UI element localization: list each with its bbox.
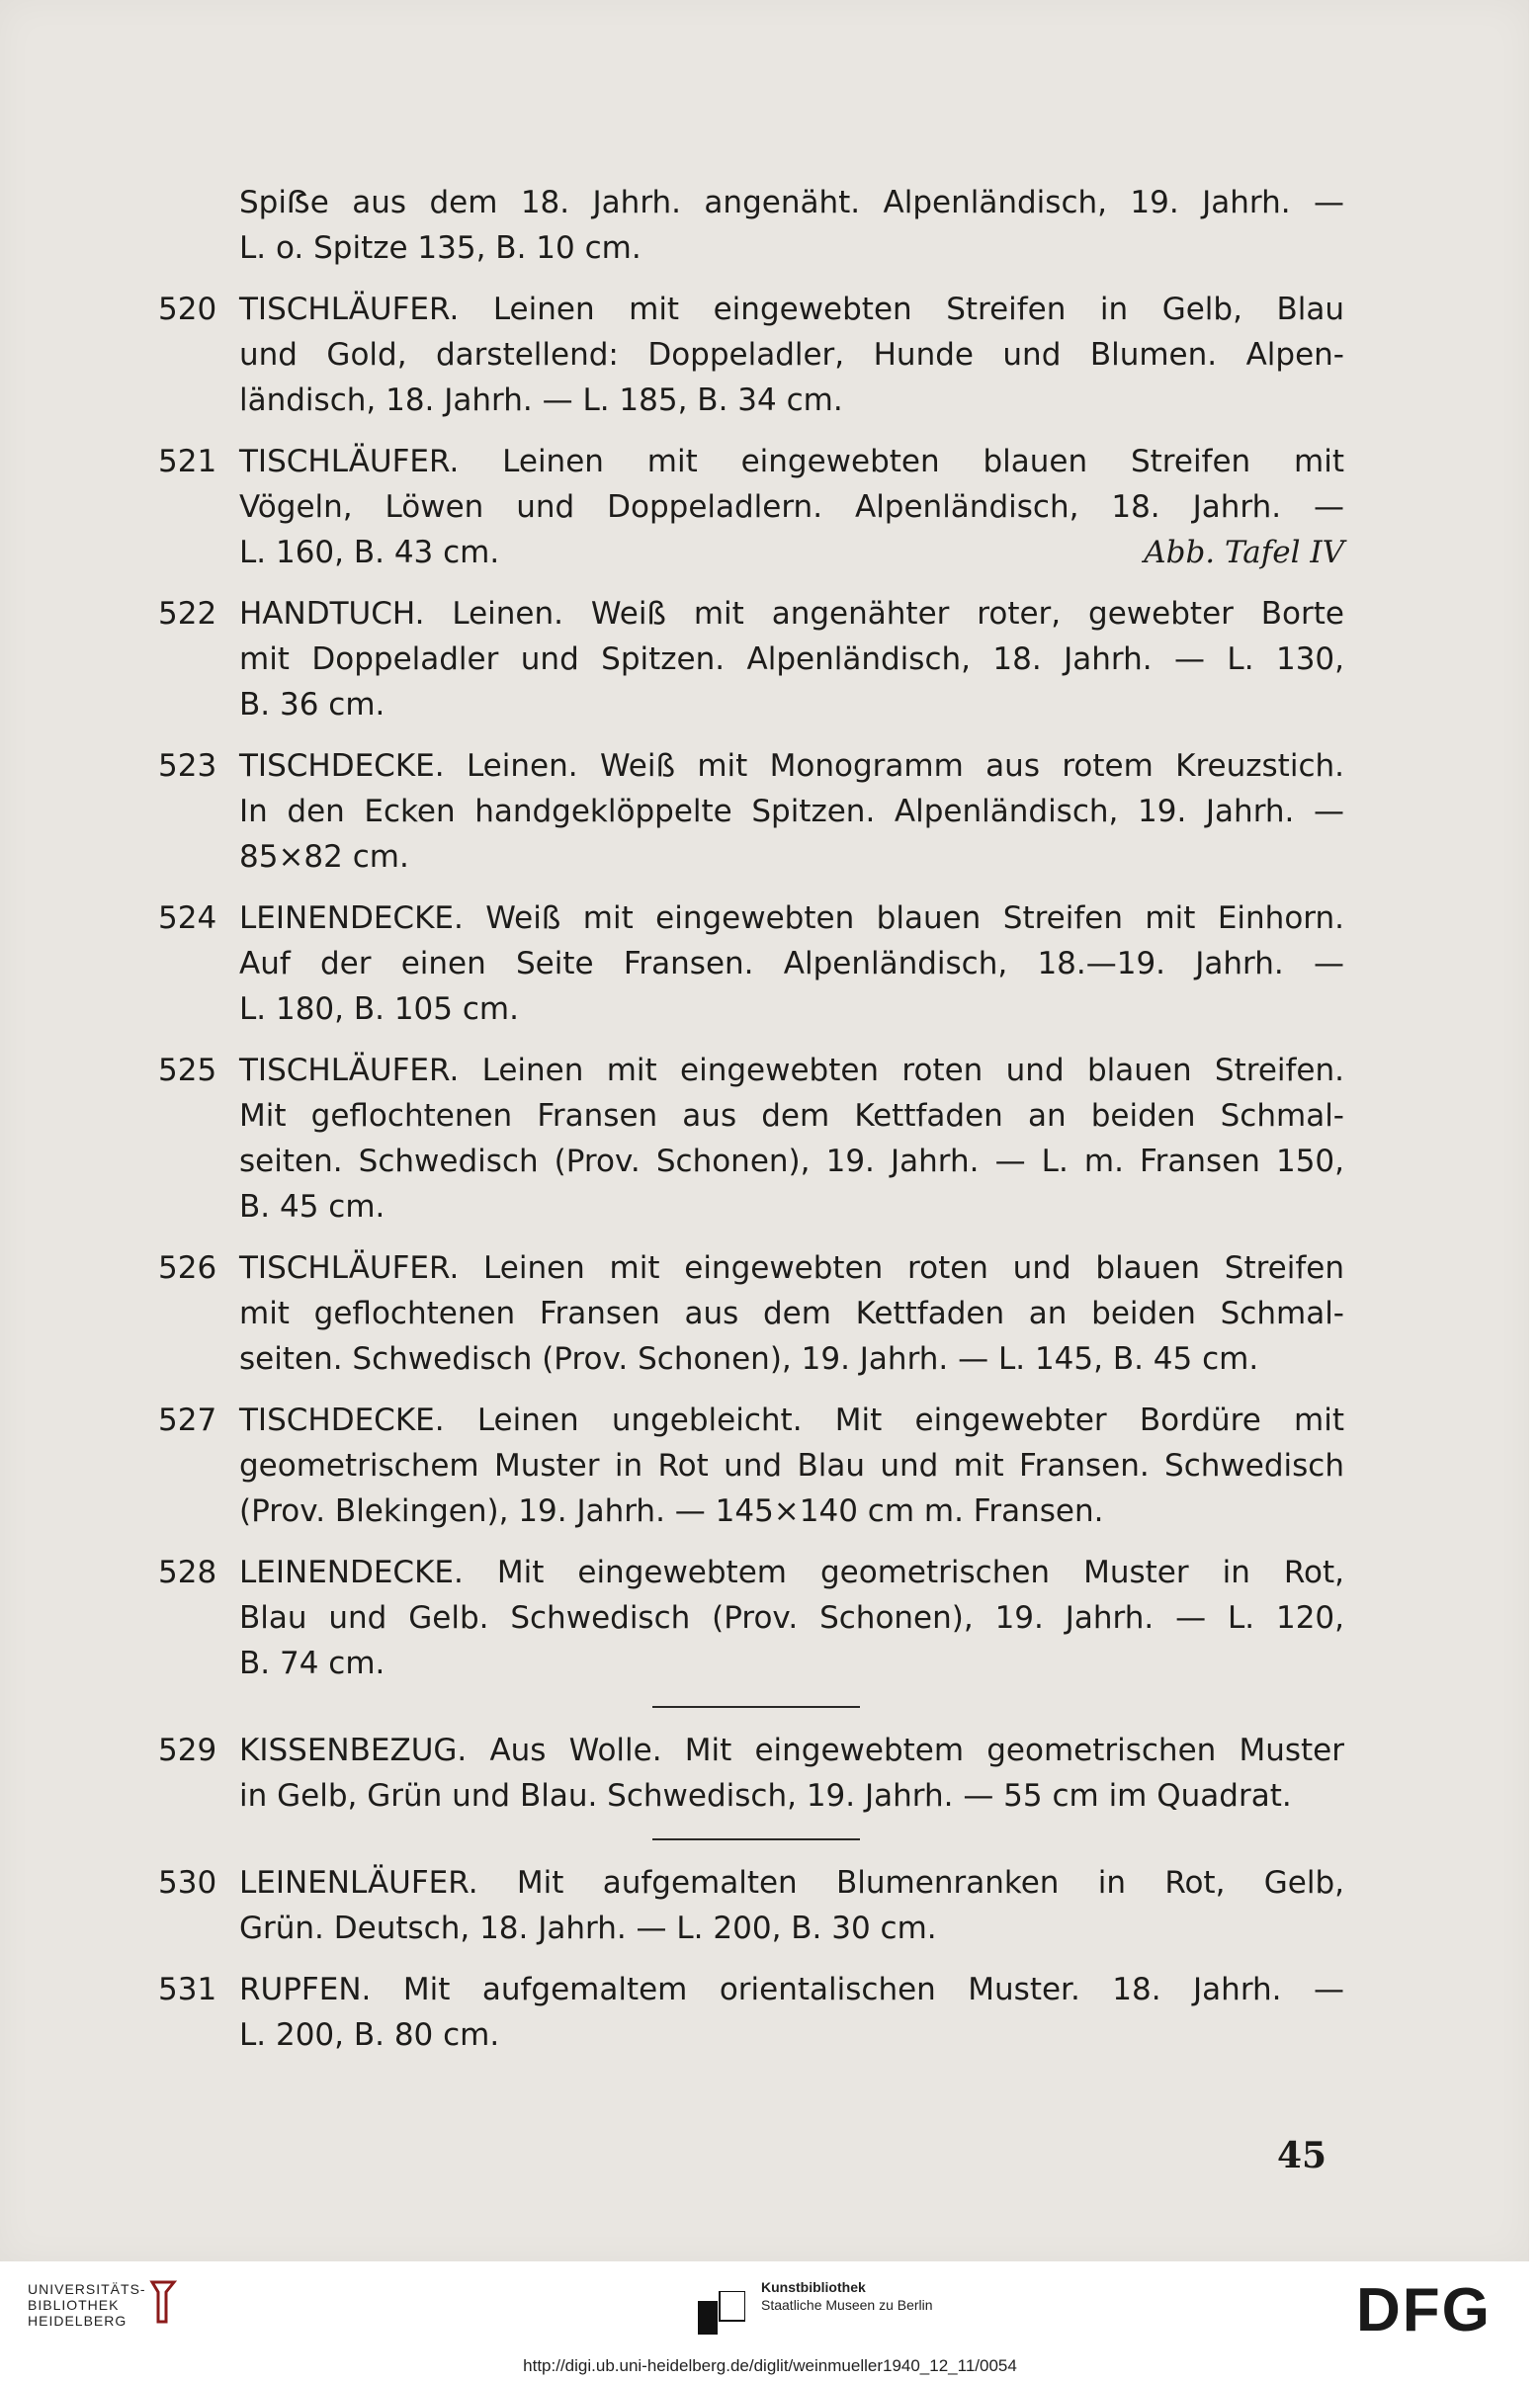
page-number: 45 (1277, 2135, 1327, 2176)
entry-line: In den Ecken handgeklöppelte Spitzen. Alpenländisch, 19. Jahrh. — (239, 794, 1344, 829)
entry-line: und Gold, darstellend: Doppeladler, Hunde und Blumen. Alpen- (239, 337, 1344, 373)
catalogue-entry (158, 180, 1344, 271)
entry-number: 530 (158, 1865, 217, 1901)
entry-line: RUPFEN. Mit aufgemaltem orientalischen Muster. 18. Jahrh. — (239, 1972, 1344, 2007)
entry-number: 531 (158, 1972, 217, 2007)
entry-line: Blau und Gelb. Schwedisch (Prov. Schonen), 19. Jahrh. — L. 120, (239, 1600, 1344, 1636)
catalogue-entry (158, 287, 1344, 423)
plate-reference: Abb. Tafel IV (1144, 535, 1344, 570)
entry-line: Mit geflochtenen Fransen aus dem Kettfaden an beiden Schmal- (239, 1098, 1344, 1134)
entry-line: LEINENDECKE. Weiß mit eingewebten blauen Streifen mit Einhorn. (239, 900, 1344, 936)
catalogue-entry (158, 1550, 1344, 1686)
entry-line: TISCHLÄUFER. Leinen mit eingewebten roten und blauen Streifen (239, 1250, 1344, 1286)
entry-line: LEINENDECKE. Mit eingewebtem geometrischen Muster in Rot, (239, 1555, 1344, 1590)
catalogue-entry (158, 591, 1344, 727)
entry-number: 529 (158, 1733, 217, 1768)
entry-number: 522 (158, 596, 217, 632)
entry-line: seiten. Schwedisch (Prov. Schonen), 19. Jahrh. — L. m. Fransen 150, (239, 1144, 1344, 1179)
entry-line: L. 180, B. 105 cm. (239, 991, 519, 1027)
entry-line: in Gelb, Grün und Blau. Schwedisch, 19. Jahrh. — 55 cm im Quadrat. (239, 1778, 1292, 1814)
entry-number: 525 (158, 1053, 217, 1088)
entry-line: L. o. Spitze 135, B. 10 cm. (239, 230, 642, 266)
entry-line: mit Doppeladler und Spitzen. Alpenländisch, 18. Jahrh. — L. 130, (239, 641, 1344, 677)
entry-number: 526 (158, 1250, 217, 1286)
entry-line: KISSENBEZUG. Aus Wolle. Mit eingewebtem geometrischen Muster (239, 1733, 1344, 1768)
entry-line: geometrischem Muster in Rot und Blau und mit Fransen. Schwedisch (239, 1448, 1344, 1484)
entry-number: 528 (158, 1555, 217, 1590)
catalogue-entry (158, 1398, 1344, 1534)
entry-line: 85×82 cm. (239, 839, 409, 875)
entry-line: Spiẞe aus dem 18. Jahrh. angenäht. Alpenländisch, 19. Jahrh. — (239, 185, 1344, 220)
permalink-url[interactable]: http://digi.ub.uni-heidelberg.de/diglit/weinmueller1940_12_11/0054 (523, 2356, 1017, 2375)
section-divider (652, 1838, 860, 1840)
entry-line: ländisch, 18. Jahrh. — L. 185, B. 34 cm. (239, 383, 843, 418)
entry-line: L. 160, B. 43 cm. Abb. Tafel IV (239, 530, 1344, 575)
entry-line: Vögeln, Löwen und Doppeladlern. Alpenländisch, 18. Jahrh. — (239, 489, 1344, 525)
entry-line: L. 200, B. 80 cm. (239, 2017, 500, 2053)
entry-line: HANDTUCH. Leinen. Weiß mit angenähter roter, gewebter Borte (239, 596, 1344, 632)
entry-line: TISCHLÄUFER. Leinen mit eingewebten Streifen in Gelb, Blau (239, 292, 1344, 327)
entry-line: TISCHLÄUFER. Leinen mit eingewebten blauen Streifen mit (239, 444, 1344, 479)
entry-number: 527 (158, 1403, 217, 1438)
entry-line: TISCHDECKE. Leinen. Weiß mit Monogramm aus rotem Kreuzstich. (239, 748, 1344, 784)
kunstbibliothek-label: Kunstbibliothek Staatliche Museen zu Berlin (761, 2279, 933, 2313)
entry-line: Auf der einen Seite Fransen. Alpenländisch, 18.—19. Jahrh. — (239, 946, 1344, 981)
catalogue-entry (158, 439, 1344, 575)
university-library-logo[interactable]: UNIVERSITÄTS- BIBLIOTHEK HEIDELBERG (28, 2281, 146, 2329)
entry-line: B. 36 cm. (239, 687, 385, 723)
entry-number: 521 (158, 444, 217, 479)
kunstbibliothek-logo-icon[interactable] (698, 2291, 745, 2335)
entry-line: TISCHLÄUFER. Leinen mit eingewebten roten und blauen Streifen. (239, 1053, 1344, 1088)
catalogue-entry (158, 1048, 1344, 1230)
entry-number: 524 (158, 900, 217, 936)
catalogue-entry (158, 743, 1344, 880)
entry-line: B. 74 cm. (239, 1646, 385, 1681)
entry-number: 523 (158, 748, 217, 784)
entry-line: (Prov. Blekingen), 19. Jahrh. — 145×140 cm m. Fransen. (239, 1493, 1104, 1529)
catalogue-entry (158, 895, 1344, 1032)
dfg-logo[interactable]: DFG (1356, 2276, 1492, 2344)
entry-line: B. 45 cm. (239, 1189, 385, 1225)
catalogue-entry (158, 1728, 1344, 1819)
catalogue-entry (158, 1245, 1344, 1382)
entry-line: mit geflochtenen Fransen aus dem Kettfaden an beiden Schmal- (239, 1296, 1344, 1331)
catalogue-entry (158, 1967, 1344, 2058)
section-divider (652, 1706, 860, 1708)
library-emblem-icon (148, 2278, 178, 2326)
entry-line: TISCHDECKE. Leinen ungebleicht. Mit eingewebter Bordüre mit (239, 1403, 1344, 1438)
catalogue-column (158, 180, 1344, 2058)
entry-number: 520 (158, 292, 217, 327)
entry-line: seiten. Schwedisch (Prov. Schonen), 19. Jahrh. — L. 145, B. 45 cm. (239, 1341, 1259, 1377)
entry-line: Grün. Deutsch, 18. Jahrh. — L. 200, B. 30 cm. (239, 1911, 937, 1946)
entry-line: LEINENLÄUFER. Mit aufgemalten Blumenranken in Rot, Gelb, (239, 1865, 1344, 1901)
catalogue-entry (158, 1860, 1344, 1951)
